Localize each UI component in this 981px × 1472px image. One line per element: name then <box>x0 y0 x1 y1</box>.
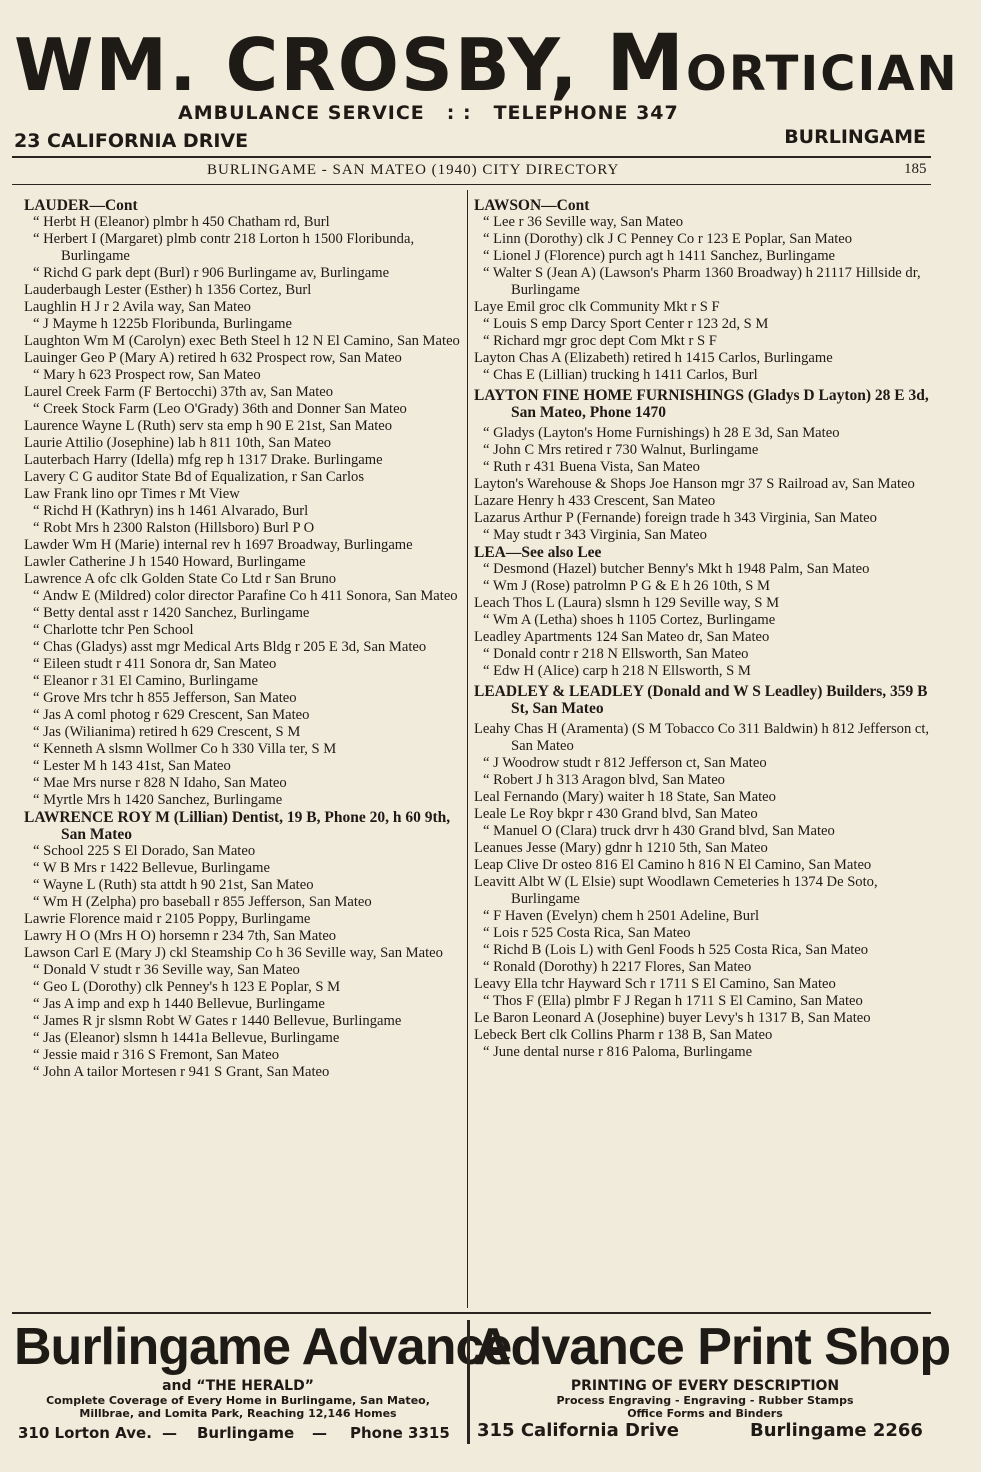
directory-entry: Lawry H O (Mrs H O) horsemn r 234 7th, San Mateo <box>24 928 337 944</box>
directory-entry: Lawder Wm H (Marie) internal rev h 1697 Broadway, Burlingame <box>24 537 413 553</box>
advance-print-shop-ad <box>474 1316 951 1420</box>
print-shop-address: 315 California Drive <box>477 1420 679 1441</box>
directory-heading: LAWSON—Cont <box>474 197 590 214</box>
directory-entry: “ Jas A coml photog r 629 Crescent, San Mateo <box>33 707 310 723</box>
left-column <box>24 197 462 1081</box>
directory-entry: “ Geo L (Dorothy) clk Penney's h 123 E Poplar, S M <box>33 979 341 995</box>
directory-entry: “ W B Mrs r 1422 Bellevue, Burlingame <box>33 860 270 876</box>
coverage-line-2: Millbrae, and Lomita Park, Reaching 12,146 Homes <box>79 1407 397 1420</box>
footer-rule <box>12 1312 931 1314</box>
directory-entry: “ Lester M h 143 41st, San Mateo <box>33 758 231 774</box>
separator: : : <box>446 102 472 124</box>
mortician-ad-title <box>14 19 959 114</box>
directory-entry: “ Wm H (Zelpha) pro baseball r 855 Jefferson, San Mateo <box>33 894 372 910</box>
directory-heading: LAWRENCE ROY M (Lillian) Dentist, 19 B, Phone 20, h 60 9th, San Mateo <box>24 809 451 843</box>
directory-entry: Lawson Carl E (Mary J) ckl Steamship Co h 36 Seville way, San Mateo <box>24 945 443 961</box>
directory-entry: “ Lionel J (Florence) purch agt h 1411 Sanchez, Burlingame <box>483 248 836 264</box>
directory-entry: “ Jas A imp and exp h 1440 Bellevue, Burlingame <box>33 996 325 1012</box>
directory-entry: Leavy Ella tchr Hayward Sch r 1711 S El Camino, San Mateo <box>474 976 836 992</box>
directory-entry: “ Donald V studt r 36 Seville way, San Mateo <box>33 962 300 978</box>
directory-entry: “ Ronald (Dorothy) h 2217 Flores, San Mateo <box>483 959 752 975</box>
directory-entry: “ Charlotte tchr Pen School <box>33 622 194 638</box>
title-m: M <box>606 19 687 109</box>
directory-entry: “ Robt Mrs h 2300 Ralston (Hillsboro) Burl P O <box>33 520 315 536</box>
directory-entry: Leanues Jesse (Mary) gdnr h 1210 5th, San Mateo <box>474 840 768 856</box>
directory-entry: “ Robert J h 313 Aragon blvd, San Mateo <box>483 772 725 788</box>
directory-entry: Lawrie Florence maid r 2105 Poppy, Burlingame <box>24 911 311 927</box>
directory-entry: “ Myrtle Mrs h 1420 Sanchez, Burlingame <box>33 792 283 808</box>
directory-entry: Laye Emil groc clk Community Mkt r S F <box>474 299 720 315</box>
directory-entry: “ Linn (Dorothy) clk J C Penney Co r 123 E Poplar, San Mateo <box>483 231 853 247</box>
directory-entry: Lavery C G auditor State Bd of Equalization, r San Carlos <box>24 469 365 485</box>
advance-dash-1: — <box>162 1424 177 1442</box>
directory-entry: Law Frank lino opr Times r Mt View <box>24 486 240 502</box>
directory-entry: Leahy Chas H (Aramenta) (S M Tobacco Co 311 Baldwin) h 812 Jefferson ct, San Mateo <box>474 721 930 754</box>
directory-entry: “ F Haven (Evelyn) chem h 2501 Adeline, Burl <box>483 908 759 924</box>
telephone: TELEPHONE 347 <box>493 102 679 124</box>
directory-entry: Leadley Apartments 124 San Mateo dr, San Mateo <box>474 629 770 645</box>
directory-entry: “ Richd H (Kathryn) ins h 1461 Alvarado, Burl <box>33 503 309 519</box>
directory-entry: “ Desmond (Hazel) butcher Benny's Mkt h 1948 Palm, San Mateo <box>483 561 870 577</box>
directory-entry: “ Mae Mrs nurse r 828 N Idaho, San Mateo <box>33 775 287 791</box>
directory-entry: “ May studt r 343 Virginia, San Mateo <box>483 527 707 543</box>
directory-entry: Leavitt Albt W (L Elsie) supt Woodlawn Cemeteries h 1374 De Soto, Burlingame <box>474 874 878 907</box>
ambulance-service: AMBULANCE SERVICE <box>178 102 425 124</box>
title-mid: M. CROSBY, <box>95 23 607 107</box>
directory-entry: “ Wayne L (Ruth) sta attdt h 90 21st, San Mateo <box>33 877 314 893</box>
running-head-rule <box>12 184 931 185</box>
coverage-line-1: Complete Coverage of Every Home in Burlingame, San Mateo, <box>46 1394 430 1407</box>
advance-city: Burlingame <box>197 1424 295 1442</box>
directory-entry: “ Kenneth A slsmn Wollmer Co h 330 Villa ter, S M <box>33 741 337 757</box>
advance-phone: Phone 3315 <box>350 1424 450 1442</box>
directory-entry: Leap Clive Dr osteo 816 El Camino h 816 N El Camino, San Mateo <box>474 857 872 873</box>
directory-entry: “ J Woodrow studt r 812 Jefferson ct, San Mateo <box>483 755 767 771</box>
printing-line: PRINTING OF EVERY DESCRIPTION <box>570 1378 840 1394</box>
directory-entry: Lazare Henry h 433 Crescent, San Mateo <box>474 493 716 509</box>
directory-entry: Laurel Creek Farm (F Bertocchi) 37th av, San Mateo <box>24 384 334 400</box>
directory-entry: “ John C Mrs retired r 730 Walnut, Burlingame <box>483 442 759 458</box>
directory-entry: “ Chas E (Lillian) trucking h 1411 Carlos, Burl <box>483 367 758 383</box>
directory-entry: “ Richd B (Lois L) with Genl Foods h 525 Costa Rica, San Mateo <box>483 942 869 958</box>
title-w: W <box>14 23 96 107</box>
directory-entry: “ Lee r 36 Seville way, San Mateo <box>483 214 684 230</box>
directory-entry: “ Betty dental asst r 1420 Sanchez, Burlingame <box>33 605 310 621</box>
directory-entry: Lebeck Bert clk Collins Pharm r 138 B, San Mateo <box>474 1027 773 1043</box>
directory-entry: “ Jessie maid r 316 S Fremont, San Mateo <box>33 1047 280 1063</box>
right-column <box>474 197 932 1061</box>
directory-entry: “ Gladys (Layton's Home Furnishings) h 28 E 3d, San Mateo <box>483 425 840 441</box>
burlingame-advance-ad <box>14 1316 512 1420</box>
directory-entry: Leal Fernando (Mary) waiter h 18 State, San Mateo <box>474 789 776 805</box>
directory-entry: “ James R jr slsmn Robt W Gates r 1440 Bellevue, Burlingame <box>33 1013 402 1029</box>
directory-entry: Leale Le Roy bkpr r 430 Grand blvd, San Mateo <box>474 806 758 822</box>
directory-entry: Laughlin H J r 2 Avila way, San Mateo <box>24 299 251 315</box>
directory-entry: “ June dental nurse r 816 Paloma, Burlingame <box>483 1044 753 1060</box>
directory-entry: Laurence Wayne L (Ruth) serv sta emp h 90 E 21st, San Mateo <box>24 418 393 434</box>
directory-entry: Layton's Warehouse & Shops Joe Hanson mgr 37 S Railroad av, San Mateo <box>474 476 915 492</box>
directory-entry: “ Wm A (Letha) shoes h 1105 Cortez, Burlingame <box>483 612 776 628</box>
print-shop-phone: Burlingame 2266 <box>750 1420 923 1441</box>
directory-entry: “ Jas (Eleanor) slsmn h 1441a Bellevue, Burlingame <box>33 1030 340 1046</box>
directory-entry: Lawrence A ofc clk Golden State Co Ltd r San Bruno <box>24 571 337 587</box>
column-divider <box>467 190 468 1308</box>
directory-entry: “ Herbt H (Eleanor) plmbr h 450 Chatham rd, Burl <box>33 214 330 230</box>
mortician-ad-services <box>178 102 679 124</box>
directory-entry: Laughton Wm M (Carolyn) exec Beth Steel h 12 N El Camino, San Mateo <box>24 333 460 349</box>
directory-entry: “ Walter S (Jean A) (Lawson's Pharm 1360 Broadway) h 21117 Hillside dr, Burlingame <box>483 265 921 298</box>
directory-entry: “ Creek Stock Farm (Leo O'Grady) 36th and Donner San Mateo <box>33 401 407 417</box>
footer-divider <box>467 1320 470 1444</box>
directory-entry: “ Eleanor r 31 El Camino, Burlingame <box>33 673 258 689</box>
directory-entry: “ Thos F (Ella) plmbr F J Regan h 1711 S El Camino, San Mateo <box>483 993 863 1009</box>
directory-entry: “ Lois r 525 Costa Rica, San Mateo <box>483 925 691 941</box>
directory-entry: “ School 225 S El Dorado, San Mateo <box>33 843 256 859</box>
directory-entry: Lauterbach Harry (Idella) mfg rep h 1317 Drake. Burlingame <box>24 452 383 468</box>
directory-entry: “ Richd G park dept (Burl) r 906 Burlingame av, Burlingame <box>33 265 390 281</box>
mortician-city: BURLINGAME <box>784 126 926 148</box>
directory-entry: “ Mary h 623 Prospect row, San Mateo <box>33 367 261 383</box>
directory-heading: LEADLEY & LEADLEY (Donald and W S Leadley) Builders, 359 B St, San Mateo <box>474 683 928 717</box>
directory-entry: Laurie Attilio (Josephine) lab h 811 10th, San Mateo <box>24 435 332 451</box>
directory-entry: “ Edw H (Alice) carp h 218 N Ellsworth, S M <box>483 663 751 679</box>
directory-entry: “ J Mayme h 1225b Floribunda, Burlingame <box>33 316 293 332</box>
directory-entry: Lazarus Arthur P (Fernande) foreign trade h 343 Virginia, San Mateo <box>474 510 877 526</box>
directory-entry: Lawler Catherine J h 1540 Howard, Burlingame <box>24 554 306 570</box>
running-head: BURLINGAME - SAN MATEO (1940) CITY DIRECTORY <box>207 162 620 178</box>
directory-entry: “ Andw E (Mildred) color director Parafine Co h 411 Sonora, San Mateo <box>33 588 458 604</box>
directory-entry: “ Richard mgr groc dept Com Mkt r S F <box>483 333 717 349</box>
directory-entry: “ Eileen studt r 411 Sonora dr, San Mateo <box>33 656 277 672</box>
print-shop-name: Advance Print Shop <box>474 1318 951 1376</box>
directory-entry: “ Ruth r 431 Buena Vista, San Mateo <box>483 459 700 475</box>
header-rule <box>12 156 931 158</box>
advance-dash-2: — <box>312 1424 327 1442</box>
forms-line: Office Forms and Binders <box>627 1407 783 1420</box>
mortician-address: 23 CALIFORNIA DRIVE <box>14 130 249 152</box>
directory-entry: Lauinger Geo P (Mary A) retired h 632 Prospect row, San Mateo <box>24 350 402 366</box>
directory-heading: LAUDER—Cont <box>24 197 138 214</box>
advance-name: Burlingame Advance <box>14 1318 512 1376</box>
directory-entry: “ Louis S emp Darcy Sport Center r 123 2d, S M <box>483 316 769 332</box>
directory-entry: “ John A tailor Mortesen r 941 S Grant, San Mateo <box>33 1064 330 1080</box>
directory-entry: “ Herbert I (Margaret) plmb contr 218 Lorton h 1500 Floribunda, Burlingame <box>33 231 415 264</box>
directory-entry: “ Donald contr r 218 N Ellsworth, San Mateo <box>483 646 749 662</box>
directory-heading: LEA—See also Lee <box>474 544 602 561</box>
directory-entry: “ Grove Mrs tchr h 855 Jefferson, San Mateo <box>33 690 297 706</box>
engraving-line: Process Engraving - Engraving - Rubber Stamps <box>556 1394 854 1407</box>
directory-entry: “ Manuel O (Clara) truck drvr h 430 Grand blvd, San Mateo <box>483 823 835 839</box>
directory-entry: “ Jas (Wilianima) retired h 629 Crescent, S M <box>33 724 301 740</box>
directory-entry: Leach Thos L (Laura) slsmn h 129 Seville way, S M <box>474 595 780 611</box>
directory-heading: LAYTON FINE HOME FURNISHINGS (Gladys D Layton) 28 E 3d, San Mateo, Phone 1470 <box>474 387 929 421</box>
directory-entry: Lauderbaugh Lester (Esther) h 1356 Cortez, Burl <box>24 282 312 298</box>
directory-entry: “ Wm J (Rose) patrolmn P G & E h 26 10th, S M <box>483 578 771 594</box>
title-rest: ORTICIAN <box>686 46 959 102</box>
directory-entry: Layton Chas A (Elizabeth) retired h 1415 Carlos, Burlingame <box>474 350 833 366</box>
directory-entry: Le Baron Leonard A (Josephine) buyer Levy's h 1317 B, San Mateo <box>474 1010 871 1026</box>
advance-address: 310 Lorton Ave. <box>18 1424 152 1442</box>
herald-line: and “THE HERALD” <box>162 1378 314 1394</box>
page-number: 185 <box>904 161 927 177</box>
directory-entry: “ Chas (Gladys) asst mgr Medical Arts Bldg r 205 E 3d, San Mateo <box>33 639 427 655</box>
